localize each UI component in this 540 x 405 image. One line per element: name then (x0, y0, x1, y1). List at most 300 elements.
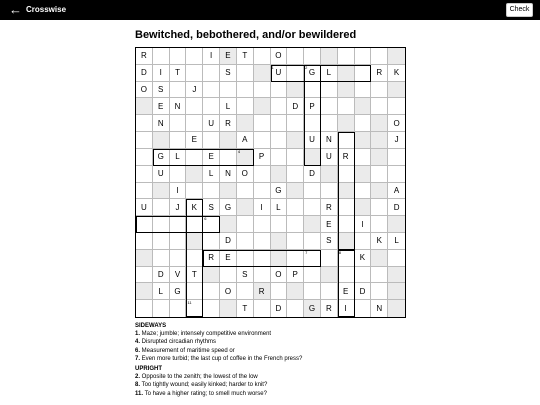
grid-cell[interactable] (355, 82, 372, 99)
grid-cell[interactable] (371, 233, 388, 250)
cell-letter: O (224, 286, 232, 296)
grid-cell[interactable] (388, 216, 405, 233)
grid-cell[interactable] (338, 216, 355, 233)
grid-cell[interactable] (355, 149, 372, 166)
grid-cell[interactable] (254, 300, 271, 317)
back-arrow-icon[interactable]: ← (9, 2, 22, 17)
grid-cell[interactable] (287, 82, 304, 99)
grid-cell[interactable] (371, 283, 388, 300)
grid-cell[interactable] (355, 300, 372, 317)
grid-cell[interactable] (153, 115, 170, 132)
grid-cell[interactable] (388, 98, 405, 115)
grid-cell[interactable] (153, 48, 170, 65)
grid-cell[interactable] (371, 267, 388, 284)
grid-cell[interactable] (271, 149, 288, 166)
grid-cell[interactable] (237, 283, 254, 300)
clue-number: 8 (338, 249, 341, 255)
grid-cell[interactable] (321, 199, 338, 216)
grid-cell[interactable] (186, 233, 203, 250)
grid-cell[interactable] (338, 267, 355, 284)
cell-letter: G (224, 202, 232, 212)
grid-cell[interactable] (153, 267, 170, 284)
grid-cell[interactable] (254, 216, 271, 233)
grid-cell[interactable] (203, 98, 220, 115)
grid-cell[interactable] (287, 149, 304, 166)
grid-cell[interactable] (355, 183, 372, 200)
grid-cell[interactable] (203, 82, 220, 99)
grid-cell[interactable] (271, 183, 288, 200)
grid-cell[interactable] (355, 166, 372, 183)
grid-cell[interactable] (186, 82, 203, 99)
grid-cell[interactable] (186, 115, 203, 132)
grid-cell[interactable] (304, 166, 321, 183)
grid-cell[interactable] (220, 65, 237, 82)
grid-cell[interactable] (203, 283, 220, 300)
grid-cell[interactable] (388, 183, 405, 200)
grid-cell[interactable] (203, 166, 220, 183)
grid-cell[interactable] (136, 216, 153, 233)
cell-letter: T (242, 304, 248, 314)
grid-cell[interactable] (321, 250, 338, 267)
grid-cell[interactable] (287, 250, 304, 267)
grid-cell[interactable] (371, 300, 388, 317)
grid-cell[interactable] (388, 250, 405, 267)
grid-cell[interactable] (153, 250, 170, 267)
grid-cell[interactable] (254, 149, 271, 166)
grid-cell[interactable] (355, 283, 372, 300)
cell-letter: T (175, 68, 180, 78)
grid-cell[interactable] (338, 199, 355, 216)
grid-cell[interactable] (220, 300, 237, 317)
grid-cell[interactable] (254, 250, 271, 267)
cell-letter: N (157, 118, 164, 128)
grid-cell[interactable] (237, 149, 254, 166)
grid-cell[interactable] (304, 149, 321, 166)
grid-cell[interactable] (220, 132, 237, 149)
grid-cell[interactable] (170, 132, 187, 149)
grid-cell[interactable] (237, 267, 254, 284)
grid-cell[interactable] (338, 82, 355, 99)
grid-cell[interactable] (237, 183, 254, 200)
grid-cell[interactable] (220, 267, 237, 284)
grid-cell[interactable] (153, 98, 170, 115)
grid-cell[interactable] (287, 267, 304, 284)
grid-cell[interactable] (388, 267, 405, 284)
grid-cell[interactable] (355, 65, 372, 82)
grid-cell[interactable] (287, 65, 304, 82)
grid-cell[interactable] (186, 132, 203, 149)
grid-cell[interactable] (136, 267, 153, 284)
grid-cell[interactable] (355, 267, 372, 284)
grid-cell[interactable] (170, 216, 187, 233)
down-clue[interactable] (135, 390, 435, 398)
grid-cell[interactable] (203, 267, 220, 284)
grid-cell[interactable] (304, 283, 321, 300)
grid-cell[interactable] (136, 65, 153, 82)
grid-cell[interactable] (136, 166, 153, 183)
grid-cell[interactable] (388, 166, 405, 183)
grid-cell[interactable] (220, 149, 237, 166)
cell-letter: D (157, 269, 164, 279)
grid-cell[interactable] (321, 267, 338, 284)
grid-cell[interactable] (304, 199, 321, 216)
grid-cell[interactable] (153, 183, 170, 200)
grid-cell[interactable] (271, 199, 288, 216)
grid-cell[interactable] (388, 149, 405, 166)
grid-cell[interactable] (186, 216, 203, 233)
across-clue[interactable] (135, 330, 435, 338)
grid-cell[interactable] (355, 48, 372, 65)
grid-cell[interactable] (287, 98, 304, 115)
grid-cell[interactable] (186, 283, 203, 300)
grid-cell[interactable] (186, 149, 203, 166)
grid-cell[interactable] (254, 48, 271, 65)
cell-letter: R (258, 286, 265, 296)
grid-cell[interactable] (388, 283, 405, 300)
grid-cell[interactable] (287, 183, 304, 200)
grid-cell[interactable] (271, 132, 288, 149)
grid-cell[interactable] (338, 183, 355, 200)
grid-cell[interactable] (203, 132, 220, 149)
check-button[interactable]: Check (506, 3, 533, 17)
grid-cell[interactable] (304, 82, 321, 99)
grid-cell[interactable] (136, 98, 153, 115)
grid-cell[interactable] (170, 183, 187, 200)
cell-letter: U (141, 202, 147, 212)
grid-cell[interactable] (388, 48, 405, 65)
grid-cell[interactable] (338, 300, 355, 317)
cell-letter: N (225, 169, 231, 179)
grid-cell[interactable] (304, 216, 321, 233)
grid-cell[interactable] (237, 132, 254, 149)
grid-cell[interactable] (338, 132, 355, 149)
grid-cell[interactable] (371, 82, 388, 99)
grid-cell[interactable] (338, 98, 355, 115)
clue-num: 7. (135, 355, 141, 362)
grid-cell[interactable] (153, 132, 170, 149)
grid-cell[interactable] (371, 65, 388, 82)
grid-cell[interactable] (287, 115, 304, 132)
grid-cell[interactable] (304, 65, 321, 82)
grid-cell[interactable] (304, 267, 321, 284)
cell-letter: E (208, 152, 214, 162)
grid-cell[interactable] (338, 149, 355, 166)
grid-cell[interactable] (254, 98, 271, 115)
grid-cell[interactable] (271, 300, 288, 317)
grid-cell[interactable] (170, 250, 187, 267)
grid-cell[interactable] (237, 82, 254, 99)
grid-cell[interactable] (271, 250, 288, 267)
grid-cell[interactable] (136, 250, 153, 267)
grid-cell[interactable] (271, 98, 288, 115)
grid-cell[interactable] (287, 283, 304, 300)
cell-letter: G (308, 304, 316, 314)
clue-number: 2 (305, 64, 308, 70)
grid-cell[interactable] (371, 216, 388, 233)
grid-cell[interactable] (271, 82, 288, 99)
grid-cell[interactable] (254, 115, 271, 132)
clue-number: 4 (237, 148, 241, 154)
grid-cell[interactable] (287, 216, 304, 233)
grid-cell[interactable] (153, 149, 170, 166)
grid-cell[interactable] (254, 166, 271, 183)
grid-cell[interactable] (136, 115, 153, 132)
grid-cell[interactable] (170, 149, 187, 166)
grid-cell[interactable] (170, 283, 187, 300)
grid-cell[interactable] (153, 233, 170, 250)
grid-cell[interactable] (254, 267, 271, 284)
grid-cell[interactable] (388, 82, 405, 99)
grid-cell[interactable] (153, 300, 170, 317)
grid-cell[interactable] (304, 48, 321, 65)
clue-list (135, 321, 435, 398)
grid-cell[interactable] (186, 267, 203, 284)
grid-cell[interactable] (136, 48, 153, 65)
grid-cell[interactable] (304, 115, 321, 132)
grid-cell[interactable] (136, 183, 153, 200)
grid-cell[interactable] (237, 300, 254, 317)
down-clue[interactable] (135, 373, 435, 381)
grid-cell[interactable] (388, 115, 405, 132)
grid-cell[interactable] (136, 132, 153, 149)
clue-text: Opposite to the zenith; the lowest of the low (140, 374, 258, 381)
grid-cell[interactable] (371, 98, 388, 115)
grid-cell[interactable] (153, 166, 170, 183)
grid-cell[interactable] (220, 166, 237, 183)
grid-cell[interactable] (304, 300, 321, 317)
grid-cell[interactable] (203, 233, 220, 250)
grid-cell[interactable] (287, 300, 304, 317)
cell-letter: G (174, 286, 181, 296)
grid-cell[interactable] (321, 233, 338, 250)
grid-cell[interactable] (186, 250, 203, 267)
grid-cell[interactable] (355, 250, 372, 267)
grid-cell[interactable] (220, 98, 237, 115)
grid-cell[interactable] (136, 149, 153, 166)
grid-cell[interactable] (371, 166, 388, 183)
grid-cell[interactable] (355, 199, 372, 216)
grid-cell[interactable] (338, 48, 355, 65)
grid-cell[interactable] (271, 48, 288, 65)
grid-cell[interactable] (237, 65, 254, 82)
grid-cell[interactable] (254, 65, 271, 82)
grid-cell[interactable] (203, 250, 220, 267)
cell-letter: L (276, 202, 281, 212)
grid-cell[interactable] (388, 233, 405, 250)
grid-cell[interactable] (237, 98, 254, 115)
grid-cell[interactable] (237, 216, 254, 233)
grid-cell[interactable] (203, 183, 220, 200)
grid-cell[interactable] (371, 149, 388, 166)
grid-cell[interactable] (203, 199, 220, 216)
grid-cell[interactable] (355, 115, 372, 132)
grid-cell[interactable] (220, 199, 237, 216)
grid-cell[interactable] (338, 250, 355, 267)
grid-cell[interactable] (304, 132, 321, 149)
grid-cell[interactable] (237, 199, 254, 216)
cell-letter: S (158, 85, 164, 95)
grid-cell[interactable] (153, 283, 170, 300)
grid-cell[interactable] (371, 48, 388, 65)
grid-cell[interactable] (338, 115, 355, 132)
grid-cell[interactable] (355, 132, 372, 149)
grid-cell[interactable] (271, 233, 288, 250)
grid-cell[interactable] (136, 283, 153, 300)
grid-cell[interactable] (170, 82, 187, 99)
grid-cell[interactable] (203, 115, 220, 132)
cell-letter: G (157, 152, 164, 162)
grid-cell[interactable] (271, 267, 288, 284)
down-clue[interactable] (135, 381, 435, 389)
grid-cell[interactable] (136, 300, 153, 317)
grid-cell[interactable] (388, 199, 405, 216)
grid-cell[interactable] (136, 199, 153, 216)
grid-cell[interactable] (170, 166, 187, 183)
grid-cell[interactable] (220, 115, 237, 132)
grid-cell[interactable] (321, 183, 338, 200)
cell-letter: N (174, 101, 181, 111)
grid-cell[interactable] (321, 48, 338, 65)
grid-cell[interactable] (203, 149, 220, 166)
grid-cell[interactable] (287, 48, 304, 65)
grid-cell[interactable] (355, 216, 372, 233)
grid-cell[interactable] (321, 216, 338, 233)
grid-cell[interactable] (220, 183, 237, 200)
grid-cell[interactable] (170, 48, 187, 65)
grid-cell[interactable] (170, 115, 187, 132)
grid-cell[interactable] (203, 65, 220, 82)
cell-letter: L (175, 152, 180, 162)
grid-cell[interactable] (203, 300, 220, 317)
grid-cell[interactable] (186, 300, 203, 317)
cell-letter: N (325, 135, 332, 145)
grid-cell[interactable] (136, 82, 153, 99)
grid-cell[interactable] (170, 267, 187, 284)
cell-letter: O (275, 51, 282, 61)
grid-cell[interactable] (153, 216, 170, 233)
grid-cell[interactable] (304, 233, 321, 250)
grid-cell[interactable] (170, 98, 187, 115)
grid-cell[interactable] (321, 300, 338, 317)
grid-cell[interactable] (371, 115, 388, 132)
grid-cell[interactable] (237, 166, 254, 183)
grid-cell[interactable] (220, 82, 237, 99)
grid-cell[interactable] (338, 166, 355, 183)
grid-cell[interactable] (254, 199, 271, 216)
grid-cell[interactable] (304, 98, 321, 115)
cell-letter: U (157, 169, 164, 179)
grid-cell[interactable] (338, 283, 355, 300)
grid-cell[interactable] (203, 216, 220, 233)
grid-cell[interactable] (321, 132, 338, 149)
clue-number: 6 (204, 216, 207, 222)
grid-cell[interactable] (338, 233, 355, 250)
grid-cell[interactable] (355, 233, 372, 250)
grid-cell[interactable] (287, 199, 304, 216)
grid-cell[interactable] (371, 199, 388, 216)
grid-cell[interactable] (186, 65, 203, 82)
grid-cell[interactable] (304, 250, 321, 267)
grid-cell[interactable] (153, 65, 170, 82)
grid-cell[interactable] (254, 283, 271, 300)
cell-letter: R (208, 253, 215, 263)
grid-cell[interactable] (153, 199, 170, 216)
grid-cell[interactable] (371, 250, 388, 267)
grid-cell[interactable] (220, 216, 237, 233)
grid-cell[interactable] (321, 149, 338, 166)
grid-cell[interactable] (170, 199, 187, 216)
cell-letter: U (309, 135, 315, 145)
grid-cell[interactable] (220, 48, 237, 65)
grid-cell[interactable] (186, 183, 203, 200)
grid-cell[interactable] (186, 48, 203, 65)
cell-letter: D (393, 202, 400, 212)
grid-cell[interactable] (170, 233, 187, 250)
grid-cell[interactable] (388, 300, 405, 317)
grid-cell[interactable] (186, 166, 203, 183)
grid-cell[interactable] (388, 65, 405, 82)
grid-cell[interactable] (254, 233, 271, 250)
grid-cell[interactable] (136, 233, 153, 250)
grid-cell[interactable] (287, 233, 304, 250)
grid-cell[interactable] (355, 98, 372, 115)
grid-cell[interactable] (388, 132, 405, 149)
grid-cell[interactable] (186, 199, 203, 216)
grid-cell[interactable] (287, 166, 304, 183)
grid-cell[interactable] (304, 183, 321, 200)
grid-cell[interactable] (321, 82, 338, 99)
grid-cell[interactable] (271, 216, 288, 233)
grid-cell[interactable] (254, 132, 271, 149)
grid-cell[interactable] (170, 300, 187, 317)
grid-cell[interactable] (203, 48, 220, 65)
grid-cell[interactable] (271, 115, 288, 132)
across-clue[interactable] (135, 338, 435, 346)
grid-cell[interactable] (271, 65, 288, 82)
grid-cell[interactable] (220, 250, 237, 267)
grid-cell[interactable] (321, 65, 338, 82)
grid-cell[interactable] (153, 82, 170, 99)
across-clue[interactable] (135, 347, 435, 355)
cell-letter: T (191, 269, 197, 279)
grid-cell[interactable] (371, 132, 388, 149)
grid-cell[interactable] (186, 98, 203, 115)
grid-cell[interactable] (237, 48, 254, 65)
across-clue[interactable] (135, 355, 435, 363)
grid-cell[interactable] (220, 233, 237, 250)
grid-cell[interactable] (321, 166, 338, 183)
cell-letter: N (376, 304, 383, 314)
grid-cell[interactable] (321, 283, 338, 300)
grid-cell[interactable] (254, 82, 271, 99)
grid-cell[interactable] (371, 183, 388, 200)
grid-cell[interactable] (271, 166, 288, 183)
grid-cell[interactable] (170, 65, 187, 82)
grid-cell[interactable] (271, 283, 288, 300)
cell-letter: T (242, 51, 248, 61)
clue-num: 4. (135, 339, 141, 346)
grid-cell[interactable] (237, 115, 254, 132)
grid-cell[interactable] (237, 233, 254, 250)
grid-cell[interactable] (237, 250, 254, 267)
grid-cell[interactable] (254, 183, 271, 200)
grid-cell[interactable] (338, 65, 355, 82)
cell-letter: S (208, 202, 214, 212)
grid-cell[interactable] (287, 132, 304, 149)
grid-cell[interactable] (321, 98, 338, 115)
grid-cell[interactable] (321, 115, 338, 132)
grid-cell[interactable] (220, 283, 237, 300)
